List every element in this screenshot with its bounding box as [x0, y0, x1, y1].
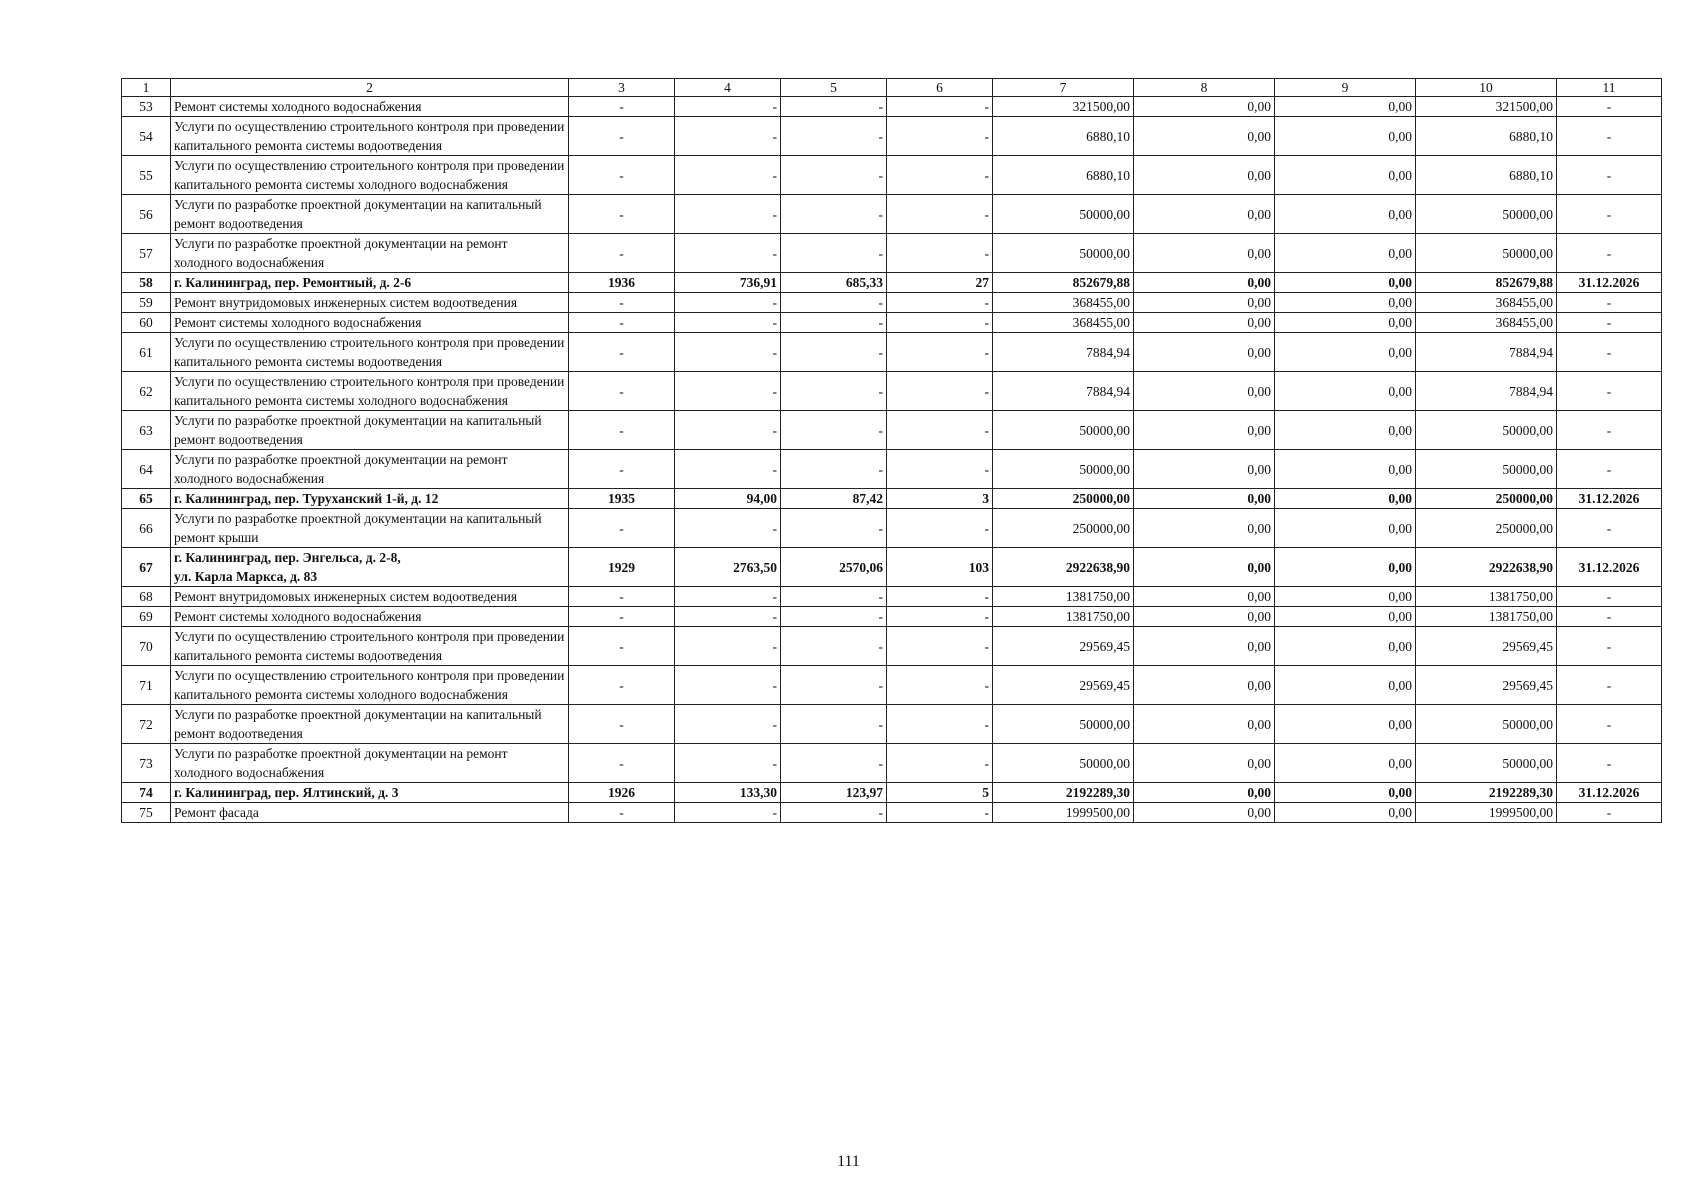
fund-cost-cell: 50000,00 [1416, 234, 1557, 273]
living-area-cell: 123,97 [781, 783, 887, 803]
living-area-cell: 87,42 [781, 489, 887, 509]
row-number-cell: 61 [122, 333, 171, 372]
table-row [122, 234, 1662, 273]
funding-cell: 0,00 [1134, 97, 1275, 117]
funding-cell: 0,00 [1134, 783, 1275, 803]
table-row [122, 705, 1662, 744]
year-cell: - [569, 509, 675, 548]
row-name-cell: Услуги по осуществлению строительного контроля при проведении капитального ремонта системы водоотведения [171, 627, 569, 666]
total-cost-cell: 250000,00 [993, 509, 1134, 548]
funding-cell: 0,00 [1275, 489, 1416, 509]
fund-cost-cell: 1381750,00 [1416, 587, 1557, 607]
row-name-cell: г. Калининград, пер. Энгельса, д. 2-8, ул. Карла Маркса, д. 83 [171, 548, 569, 587]
living-area-cell: - [781, 195, 887, 234]
funding-cell: 0,00 [1134, 450, 1275, 489]
column-header: 7 [993, 79, 1134, 97]
row-number-cell: 68 [122, 587, 171, 607]
funding-cell: 0,00 [1134, 293, 1275, 313]
residents-cell: - [887, 509, 993, 548]
living-area-cell: - [781, 97, 887, 117]
funding-cell: 0,00 [1134, 705, 1275, 744]
column-header: 6 [887, 79, 993, 97]
deadline-cell: - [1557, 509, 1662, 548]
living-area-cell: - [781, 607, 887, 627]
living-area-cell: - [781, 587, 887, 607]
table-row [122, 372, 1662, 411]
fund-cost-cell: 29569,45 [1416, 627, 1557, 666]
table-row [122, 450, 1662, 489]
fund-cost-cell: 7884,94 [1416, 333, 1557, 372]
living-area-cell: - [781, 293, 887, 313]
deadline-cell: 31.12.2026 [1557, 273, 1662, 293]
column-number-row [122, 79, 1662, 97]
year-cell: - [569, 372, 675, 411]
row-number-cell: 66 [122, 509, 171, 548]
total-cost-cell: 2922638,90 [993, 548, 1134, 587]
funding-cell: 0,00 [1134, 195, 1275, 234]
year-cell: - [569, 333, 675, 372]
total-area-cell: - [675, 666, 781, 705]
year-cell: - [569, 627, 675, 666]
table-row [122, 333, 1662, 372]
year-cell: - [569, 607, 675, 627]
row-name-cell: Ремонт внутридомовых инженерных систем водоотведения [171, 293, 569, 313]
row-name-cell: Услуги по разработке проектной документации на капитальный ремонт крыши [171, 509, 569, 548]
row-name-cell: Услуги по осуществлению строительного контроля при проведении капитального ремонта системы водоотведения [171, 333, 569, 372]
row-number-cell: 74 [122, 783, 171, 803]
year-cell: - [569, 117, 675, 156]
fund-cost-cell: 50000,00 [1416, 411, 1557, 450]
living-area-cell: - [781, 372, 887, 411]
fund-cost-cell: 250000,00 [1416, 489, 1557, 509]
year-cell: - [569, 97, 675, 117]
row-name-cell: Ремонт фасада [171, 803, 569, 823]
total-area-cell: - [675, 333, 781, 372]
year-cell: - [569, 313, 675, 333]
row-number-cell: 69 [122, 607, 171, 627]
total-area-cell: 2763,50 [675, 548, 781, 587]
total-cost-cell: 1999500,00 [993, 803, 1134, 823]
row-name-cell: Ремонт системы холодного водоснабжения [171, 313, 569, 333]
residents-cell: - [887, 195, 993, 234]
living-area-cell: - [781, 333, 887, 372]
row-name-cell: г. Калининград, пер. Ремонтный, д. 2-6 [171, 273, 569, 293]
column-header: 9 [1275, 79, 1416, 97]
funding-cell: 0,00 [1134, 627, 1275, 666]
funding-cell: 0,00 [1275, 783, 1416, 803]
year-cell: - [569, 705, 675, 744]
row-name-cell: Ремонт системы холодного водоснабжения [171, 97, 569, 117]
table-row [122, 666, 1662, 705]
row-number-cell: 58 [122, 273, 171, 293]
row-number-cell: 62 [122, 372, 171, 411]
living-area-cell: - [781, 450, 887, 489]
residents-cell: - [887, 587, 993, 607]
funding-cell: 0,00 [1275, 333, 1416, 372]
funding-cell: 0,00 [1275, 313, 1416, 333]
deadline-cell: - [1557, 666, 1662, 705]
deadline-cell: - [1557, 117, 1662, 156]
funding-cell: 0,00 [1134, 744, 1275, 783]
total-cost-cell: 852679,88 [993, 273, 1134, 293]
funding-cell: 0,00 [1275, 411, 1416, 450]
funding-cell: 0,00 [1275, 627, 1416, 666]
funding-cell: 0,00 [1275, 705, 1416, 744]
living-area-cell: - [781, 627, 887, 666]
total-area-cell: - [675, 117, 781, 156]
funding-cell: 0,00 [1134, 803, 1275, 823]
deadline-cell: - [1557, 156, 1662, 195]
row-name-cell: Услуги по осуществлению строительного контроля при проведении капитального ремонта системы холодного водоснабжения [171, 156, 569, 195]
row-number-cell: 65 [122, 489, 171, 509]
funding-cell: 0,00 [1275, 273, 1416, 293]
total-cost-cell: 2192289,30 [993, 783, 1134, 803]
residents-cell: - [887, 313, 993, 333]
residents-cell: - [887, 627, 993, 666]
year-cell: - [569, 450, 675, 489]
deadline-cell: - [1557, 450, 1662, 489]
total-cost-cell: 29569,45 [993, 666, 1134, 705]
residents-cell: - [887, 372, 993, 411]
fund-cost-cell: 250000,00 [1416, 509, 1557, 548]
funding-cell: 0,00 [1275, 195, 1416, 234]
funding-cell: 0,00 [1275, 744, 1416, 783]
page-number: 111 [837, 1153, 860, 1170]
living-area-cell: - [781, 411, 887, 450]
row-name-cell: Ремонт внутридомовых инженерных систем водоотведения [171, 587, 569, 607]
residents-cell: - [887, 744, 993, 783]
total-cost-cell: 50000,00 [993, 195, 1134, 234]
fund-cost-cell: 2922638,90 [1416, 548, 1557, 587]
total-cost-cell: 29569,45 [993, 627, 1134, 666]
residents-cell: - [887, 803, 993, 823]
row-name-cell: Услуги по разработке проектной документации на капитальный ремонт водоотведения [171, 195, 569, 234]
fund-cost-cell: 29569,45 [1416, 666, 1557, 705]
residents-cell: - [887, 411, 993, 450]
repair-program-table [121, 78, 1662, 823]
total-area-cell: - [675, 293, 781, 313]
row-number-cell: 57 [122, 234, 171, 273]
funding-cell: 0,00 [1134, 587, 1275, 607]
total-area-cell: 94,00 [675, 489, 781, 509]
row-number-cell: 60 [122, 313, 171, 333]
total-area-cell: - [675, 705, 781, 744]
table-row [122, 97, 1662, 117]
row-name-cell: Услуги по осуществлению строительного контроля при проведении капитального ремонта системы водоотведения [171, 117, 569, 156]
year-cell: 1926 [569, 783, 675, 803]
funding-cell: 0,00 [1134, 489, 1275, 509]
total-cost-cell: 250000,00 [993, 489, 1134, 509]
row-number-cell: 55 [122, 156, 171, 195]
row-number-cell: 73 [122, 744, 171, 783]
column-header: 11 [1557, 79, 1662, 97]
living-area-cell: - [781, 803, 887, 823]
column-header: 1 [122, 79, 171, 97]
living-area-cell: - [781, 705, 887, 744]
year-cell: - [569, 744, 675, 783]
residents-cell: - [887, 293, 993, 313]
total-area-cell: - [675, 627, 781, 666]
living-area-cell: - [781, 156, 887, 195]
deadline-cell: - [1557, 587, 1662, 607]
row-number-cell: 53 [122, 97, 171, 117]
living-area-cell: - [781, 117, 887, 156]
row-name-cell: Услуги по осуществлению строительного контроля при проведении капитального ремонта системы холодного водоснабжения [171, 372, 569, 411]
total-area-cell: - [675, 803, 781, 823]
deadline-cell: 31.12.2026 [1557, 489, 1662, 509]
living-area-cell: 2570,06 [781, 548, 887, 587]
column-header: 2 [171, 79, 569, 97]
funding-cell: 0,00 [1275, 607, 1416, 627]
funding-cell: 0,00 [1275, 97, 1416, 117]
funding-cell: 0,00 [1275, 509, 1416, 548]
residents-cell: 103 [887, 548, 993, 587]
year-cell: - [569, 234, 675, 273]
funding-cell: 0,00 [1134, 372, 1275, 411]
total-cost-cell: 321500,00 [993, 97, 1134, 117]
table-row [122, 607, 1662, 627]
deadline-cell: - [1557, 333, 1662, 372]
row-number-cell: 63 [122, 411, 171, 450]
table-body [122, 97, 1662, 823]
living-area-cell: 685,33 [781, 273, 887, 293]
total-cost-cell: 1381750,00 [993, 607, 1134, 627]
funding-cell: 0,00 [1275, 803, 1416, 823]
residents-cell: 27 [887, 273, 993, 293]
total-area-cell: - [675, 234, 781, 273]
deadline-cell: 31.12.2026 [1557, 548, 1662, 587]
living-area-cell: - [781, 234, 887, 273]
fund-cost-cell: 6880,10 [1416, 117, 1557, 156]
funding-cell: 0,00 [1275, 372, 1416, 411]
funding-cell: 0,00 [1275, 293, 1416, 313]
table-row [122, 548, 1662, 587]
total-area-cell: - [675, 607, 781, 627]
row-number-cell: 75 [122, 803, 171, 823]
funding-cell: 0,00 [1134, 234, 1275, 273]
total-area-cell: - [675, 744, 781, 783]
table-row [122, 509, 1662, 548]
deadline-cell: - [1557, 607, 1662, 627]
total-cost-cell: 6880,10 [993, 117, 1134, 156]
row-number-cell: 67 [122, 548, 171, 587]
fund-cost-cell: 368455,00 [1416, 313, 1557, 333]
fund-cost-cell: 321500,00 [1416, 97, 1557, 117]
total-cost-cell: 368455,00 [993, 313, 1134, 333]
total-area-cell: - [675, 587, 781, 607]
table-row [122, 744, 1662, 783]
funding-cell: 0,00 [1134, 156, 1275, 195]
funding-cell: 0,00 [1134, 117, 1275, 156]
funding-cell: 0,00 [1134, 607, 1275, 627]
total-area-cell: - [675, 313, 781, 333]
column-header: 10 [1416, 79, 1557, 97]
year-cell: - [569, 411, 675, 450]
total-cost-cell: 50000,00 [993, 705, 1134, 744]
total-cost-cell: 50000,00 [993, 450, 1134, 489]
table-row [122, 195, 1662, 234]
funding-cell: 0,00 [1275, 548, 1416, 587]
year-cell: 1936 [569, 273, 675, 293]
total-cost-cell: 50000,00 [993, 744, 1134, 783]
row-number-cell: 64 [122, 450, 171, 489]
row-name-cell: Услуги по разработке проектной документации на капитальный ремонт водоотведения [171, 411, 569, 450]
year-cell: - [569, 666, 675, 705]
year-cell: - [569, 156, 675, 195]
total-area-cell: - [675, 195, 781, 234]
fund-cost-cell: 2192289,30 [1416, 783, 1557, 803]
deadline-cell: - [1557, 372, 1662, 411]
living-area-cell: - [781, 666, 887, 705]
table-row [122, 627, 1662, 666]
table-row [122, 587, 1662, 607]
row-number-cell: 56 [122, 195, 171, 234]
funding-cell: 0,00 [1275, 666, 1416, 705]
living-area-cell: - [781, 313, 887, 333]
row-number-cell: 72 [122, 705, 171, 744]
total-cost-cell: 6880,10 [993, 156, 1134, 195]
residents-cell: - [887, 97, 993, 117]
year-cell: - [569, 803, 675, 823]
total-area-cell: 736,91 [675, 273, 781, 293]
deadline-cell: - [1557, 195, 1662, 234]
table-row [122, 156, 1662, 195]
total-area-cell: - [675, 156, 781, 195]
row-name-cell: Услуги по разработке проектной документации на ремонт холодного водоснабжения [171, 744, 569, 783]
total-area-cell: - [675, 97, 781, 117]
residents-cell: 3 [887, 489, 993, 509]
fund-cost-cell: 50000,00 [1416, 744, 1557, 783]
funding-cell: 0,00 [1275, 234, 1416, 273]
total-cost-cell: 1381750,00 [993, 587, 1134, 607]
total-area-cell: 133,30 [675, 783, 781, 803]
total-cost-cell: 50000,00 [993, 411, 1134, 450]
funding-cell: 0,00 [1134, 313, 1275, 333]
row-name-cell: Услуги по разработке проектной документации на ремонт холодного водоснабжения [171, 450, 569, 489]
funding-cell: 0,00 [1134, 509, 1275, 548]
funding-cell: 0,00 [1134, 273, 1275, 293]
deadline-cell: - [1557, 627, 1662, 666]
total-cost-cell: 368455,00 [993, 293, 1134, 313]
total-area-cell: - [675, 450, 781, 489]
table-row [122, 803, 1662, 823]
deadline-cell: - [1557, 705, 1662, 744]
total-area-cell: - [675, 372, 781, 411]
residents-cell: - [887, 705, 993, 744]
year-cell: - [569, 587, 675, 607]
row-number-cell: 71 [122, 666, 171, 705]
row-name-cell: Услуги по разработке проектной документации на капитальный ремонт водоотведения [171, 705, 569, 744]
deadline-cell: - [1557, 234, 1662, 273]
funding-cell: 0,00 [1134, 411, 1275, 450]
row-name-cell: Ремонт системы холодного водоснабжения [171, 607, 569, 627]
fund-cost-cell: 50000,00 [1416, 195, 1557, 234]
year-cell: 1935 [569, 489, 675, 509]
year-cell: 1929 [569, 548, 675, 587]
year-cell: - [569, 293, 675, 313]
deadline-cell: 31.12.2026 [1557, 783, 1662, 803]
fund-cost-cell: 50000,00 [1416, 705, 1557, 744]
fund-cost-cell: 852679,88 [1416, 273, 1557, 293]
row-name-cell: Услуги по разработке проектной документации на ремонт холодного водоснабжения [171, 234, 569, 273]
row-number-cell: 59 [122, 293, 171, 313]
column-header: 5 [781, 79, 887, 97]
funding-cell: 0,00 [1275, 587, 1416, 607]
funding-cell: 0,00 [1134, 666, 1275, 705]
fund-cost-cell: 6880,10 [1416, 156, 1557, 195]
total-cost-cell: 50000,00 [993, 234, 1134, 273]
table-row [122, 293, 1662, 313]
table-row [122, 489, 1662, 509]
funding-cell: 0,00 [1134, 333, 1275, 372]
deadline-cell: - [1557, 411, 1662, 450]
deadline-cell: - [1557, 97, 1662, 117]
fund-cost-cell: 1381750,00 [1416, 607, 1557, 627]
residents-cell: - [887, 156, 993, 195]
residents-cell: - [887, 333, 993, 372]
deadline-cell: - [1557, 803, 1662, 823]
table-row [122, 411, 1662, 450]
column-header: 3 [569, 79, 675, 97]
total-area-cell: - [675, 509, 781, 548]
total-cost-cell: 7884,94 [993, 372, 1134, 411]
fund-cost-cell: 1999500,00 [1416, 803, 1557, 823]
table-row [122, 313, 1662, 333]
deadline-cell: - [1557, 313, 1662, 333]
living-area-cell: - [781, 509, 887, 548]
residents-cell: - [887, 666, 993, 705]
funding-cell: 0,00 [1275, 156, 1416, 195]
column-header: 8 [1134, 79, 1275, 97]
fund-cost-cell: 368455,00 [1416, 293, 1557, 313]
total-cost-cell: 7884,94 [993, 333, 1134, 372]
column-header: 4 [675, 79, 781, 97]
row-number-cell: 70 [122, 627, 171, 666]
row-number-cell: 54 [122, 117, 171, 156]
funding-cell: 0,00 [1134, 548, 1275, 587]
table-row [122, 273, 1662, 293]
deadline-cell: - [1557, 744, 1662, 783]
total-area-cell: - [675, 411, 781, 450]
table-row [122, 117, 1662, 156]
residents-cell: - [887, 607, 993, 627]
residents-cell: - [887, 117, 993, 156]
living-area-cell: - [781, 744, 887, 783]
deadline-cell: - [1557, 293, 1662, 313]
row-name-cell: г. Калининград, пер. Туруханский 1-й, д. 12 [171, 489, 569, 509]
residents-cell: - [887, 450, 993, 489]
row-name-cell: Услуги по осуществлению строительного контроля при проведении капитального ремонта системы холодного водоснабжения [171, 666, 569, 705]
fund-cost-cell: 50000,00 [1416, 450, 1557, 489]
row-name-cell: г. Калининград, пер. Ялтинский, д. 3 [171, 783, 569, 803]
year-cell: - [569, 195, 675, 234]
residents-cell: 5 [887, 783, 993, 803]
funding-cell: 0,00 [1275, 117, 1416, 156]
residents-cell: - [887, 234, 993, 273]
table-row [122, 783, 1662, 803]
funding-cell: 0,00 [1275, 450, 1416, 489]
fund-cost-cell: 7884,94 [1416, 372, 1557, 411]
